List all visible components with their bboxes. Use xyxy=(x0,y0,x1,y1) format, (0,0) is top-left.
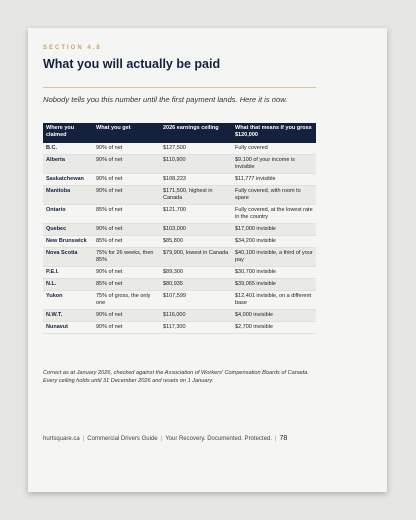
footer-tagline: Your Recovery. Documented. Protected. xyxy=(165,436,272,442)
table-row xyxy=(43,224,316,236)
cell-province: P.E.I. xyxy=(43,267,93,279)
cell-earnings-ceiling: $80,935 xyxy=(160,279,232,291)
cell-impact: Fully covered, with room to spare xyxy=(232,186,316,205)
cell-benefit-rate: 90% of net xyxy=(93,143,160,155)
cell-earnings-ceiling: $171,500, highest in Canada xyxy=(160,186,232,205)
header-what-you-get: What you get xyxy=(93,123,160,143)
cell-province: Nova Scotia xyxy=(43,248,93,267)
compensation-table xyxy=(43,123,316,334)
cell-impact: $2,700 invisible xyxy=(232,322,316,334)
footer-separator: | xyxy=(274,436,277,442)
page-number: 78 xyxy=(279,435,288,442)
cell-impact: $9,100 of your income is invisible xyxy=(232,155,316,174)
header-what-it-means: What that means if you gross $120,000 xyxy=(232,123,316,143)
cell-province: Saskatchewan xyxy=(43,174,93,186)
page-title: What you will actually be paid xyxy=(43,57,221,71)
cell-province: Alberta xyxy=(43,155,93,174)
cell-province: Manitoba xyxy=(43,186,93,205)
footer-site: hurtsquare.ca xyxy=(43,436,80,442)
cell-province: B.C. xyxy=(43,143,93,155)
cell-benefit-rate: 75% of gross, the only one xyxy=(93,291,160,310)
cell-earnings-ceiling: $127,500 xyxy=(160,143,232,155)
cell-province: Nunavut xyxy=(43,322,93,334)
cell-benefit-rate: 85% of net xyxy=(93,279,160,291)
cell-impact: $11,777 invisible xyxy=(232,174,316,186)
table-row xyxy=(43,248,316,267)
intro-text: Nobody tells you this number until the first payment lands. Here it is now. xyxy=(43,95,288,104)
cell-benefit-rate: 90% of net xyxy=(93,322,160,334)
cell-province: Yukon xyxy=(43,291,93,310)
cell-benefit-rate: 75% for 26 weeks, then 85% xyxy=(93,248,160,267)
footer-guide: Commercial Drivers Guide xyxy=(87,436,158,442)
cell-benefit-rate: 90% of net xyxy=(93,186,160,205)
table-row xyxy=(43,186,316,205)
cell-province: Quebec xyxy=(43,224,93,236)
cell-earnings-ceiling: $108,223 xyxy=(160,174,232,186)
cell-impact: $12,401 invisible, on a different base xyxy=(232,291,316,310)
cell-impact: $30,700 invisible xyxy=(232,267,316,279)
table-row xyxy=(43,267,316,279)
cell-earnings-ceiling: $121,700 xyxy=(160,205,232,224)
header-where-claimed: Where you claimed xyxy=(43,123,93,143)
cell-earnings-ceiling: $117,300 xyxy=(160,322,232,334)
table-row xyxy=(43,205,316,224)
cell-impact: $40,100 invisible, a third of your pay xyxy=(232,248,316,267)
footer-separator: | xyxy=(82,436,85,442)
cell-province: N.W.T. xyxy=(43,310,93,322)
table-row xyxy=(43,174,316,186)
cell-impact: Fully covered, at the lowest rate in the country xyxy=(232,205,316,224)
table-row xyxy=(43,155,316,174)
table-row xyxy=(43,236,316,248)
cell-impact: Fully covered xyxy=(232,143,316,155)
cell-impact: $17,000 invisible xyxy=(232,224,316,236)
title-divider xyxy=(43,87,316,88)
cell-province: Ontario xyxy=(43,205,93,224)
cell-earnings-ceiling: $85,800 xyxy=(160,236,232,248)
footnote: Correct as at January 2026, checked against the Association of Workers' Compensation Boards of Canada. Every ceiling holds until 31 December 2026 and resets on 1 January. xyxy=(43,370,309,384)
cell-earnings-ceiling: $107,599 xyxy=(160,291,232,310)
cell-benefit-rate: 85% of net xyxy=(93,205,160,224)
cell-earnings-ceiling: $103,000 xyxy=(160,224,232,236)
header-earnings-ceiling: 2026 earnings ceiling xyxy=(160,123,232,143)
cell-impact: $34,200 invisible xyxy=(232,236,316,248)
cell-benefit-rate: 90% of net xyxy=(93,224,160,236)
cell-benefit-rate: 90% of net xyxy=(93,310,160,322)
table-row xyxy=(43,310,316,322)
page-footer xyxy=(43,435,333,442)
table-row xyxy=(43,322,316,334)
cell-benefit-rate: 90% of net xyxy=(93,267,160,279)
table-row xyxy=(43,279,316,291)
cell-province: N.L. xyxy=(43,279,93,291)
cell-earnings-ceiling: $116,000 xyxy=(160,310,232,322)
cell-earnings-ceiling: $110,900 xyxy=(160,155,232,174)
cell-benefit-rate: 85% of net xyxy=(93,236,160,248)
table-row xyxy=(43,143,316,155)
cell-province: New Brunswick xyxy=(43,236,93,248)
cell-benefit-rate: 90% of net xyxy=(93,155,160,174)
cell-benefit-rate: 90% of net xyxy=(93,174,160,186)
cell-earnings-ceiling: $89,300 xyxy=(160,267,232,279)
cell-earnings-ceiling: $79,900, lowest in Canada xyxy=(160,248,232,267)
table-row xyxy=(43,291,316,310)
footer-separator: | xyxy=(160,436,163,442)
cell-impact: $4,000 invisible xyxy=(232,310,316,322)
table-body xyxy=(43,143,316,334)
cell-impact: $39,065 invisible xyxy=(232,279,316,291)
table-header-row xyxy=(43,123,316,143)
section-label: SECTION 4.8 xyxy=(43,45,102,51)
